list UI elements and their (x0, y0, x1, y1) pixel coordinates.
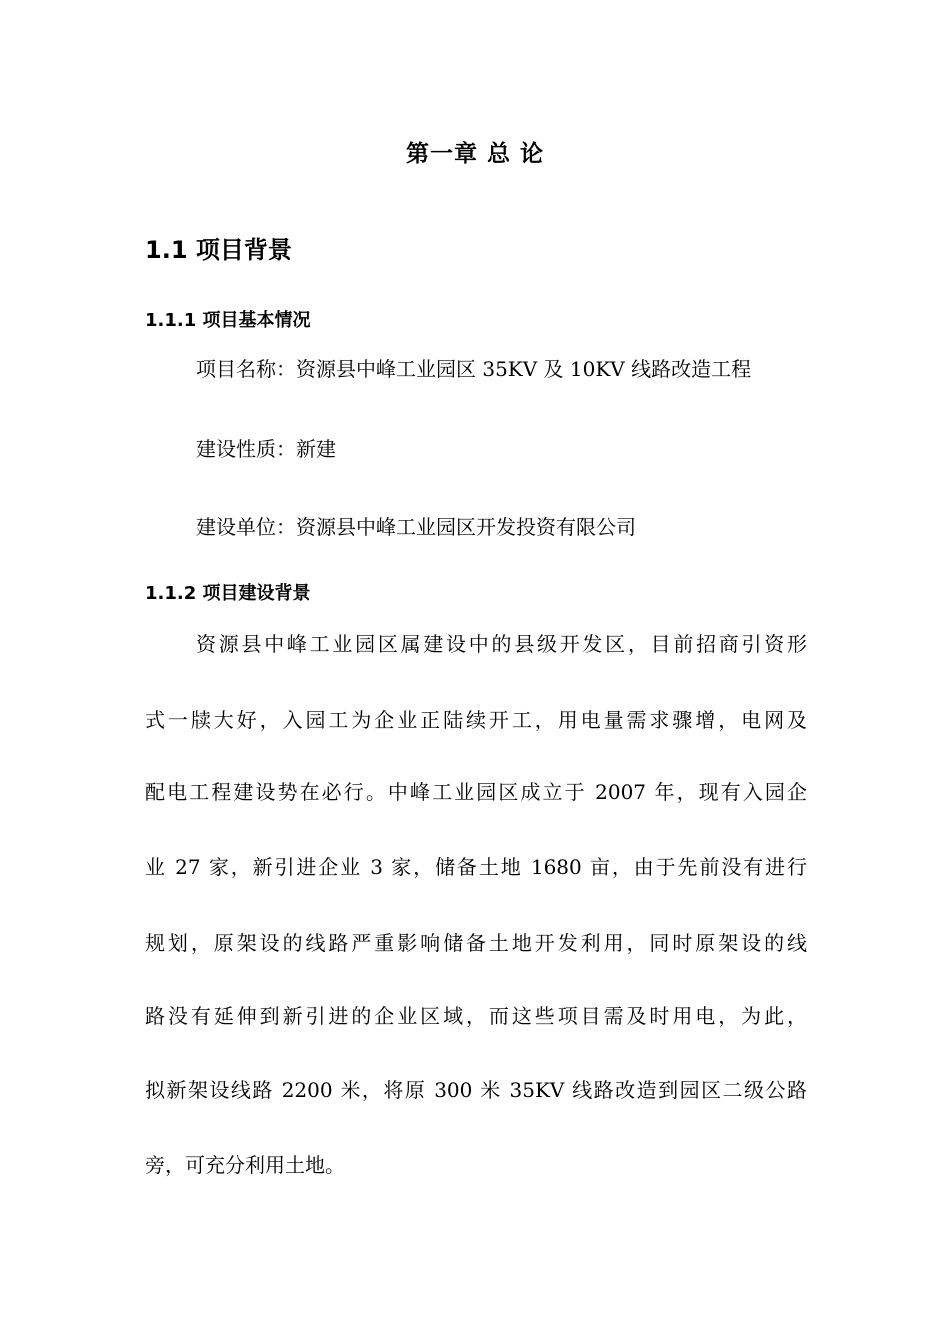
subsection-title-1-1-1: 1.1.1 项目基本情况 (145, 310, 311, 331)
subsection-title-1-1-2: 1.1.2 项目建设背景 (145, 583, 311, 604)
paragraph-line: 配电工程建设势在必行。中峰工业园区成立于 2007 年，现有入园企 (145, 780, 807, 804)
section-title-1-1: 1.1 项目背景 (145, 236, 292, 264)
paragraph-line: 业 27 家，新引进企业 3 家，储备土地 1680 亩，由于先前没有进行 (145, 855, 807, 879)
construction-unit-line: 建设单位：资源县中峰工业园区开发投资有限公司 (196, 515, 636, 539)
project-name-line: 项目名称：资源县中峰工业园区 35KV 及 10KV 线路改造工程 (196, 357, 752, 381)
paragraph-line: 拟新架设线路 2200 米，将原 300 米 35KV 线路改造到园区二级公路 (145, 1078, 807, 1102)
paragraph-line: 规划，原架设的线路严重影响储备土地开发利用，同时原架设的线 (145, 931, 807, 955)
paragraph-line: 资源县中峰工业园区属建设中的县级开发区，目前招商引资形 (196, 632, 807, 656)
paragraph-line: 式一牍大好，入园工为企业正陆续开工，用电量需求骤增，电网及 (145, 708, 807, 732)
chapter-title: 第一章 总 论 (405, 141, 544, 167)
paragraph-line: 旁，可充分利用土地。 (145, 1153, 345, 1177)
construction-nature-line: 建设性质：新建 (196, 437, 336, 461)
paragraph-line: 路没有延伸到新引进的企业区域，而这些项目需及时用电，为此， (145, 1004, 807, 1028)
